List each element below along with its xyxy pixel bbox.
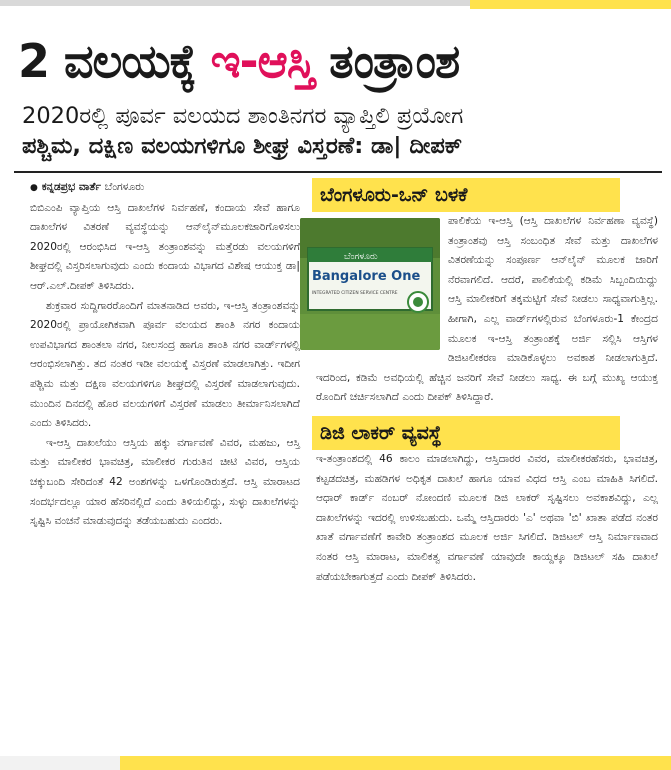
box1-heading: ಬೆಂಗಳೂರು-ಒನ್ ಬಳಕೆ [312,178,620,212]
article-paragraph-2: ಶುಕ್ರವಾರ ಸುದ್ದಿಗಾರರೊಂದಿಗೆ ಮಾತನಾಡಿದ ಅವರು, ಇ-ಆಸ್ತಿ ತಂತ್ರಾಂಶವನ್ನು 2020ರಲ್ಲಿ ಪ್ರಾಯೋಗಿಕವಾಗಿ ಪೂರ್ವ ವಲಯದ ಶಾಂತಿ ನಗರ ಕಂದಾಯ ಉಪವಿಭಾಗದ ಶಾಂತಲಾ ನಗರ, ನೀಲಸಂದ್ರ ಹಾಗೂ ಶಾಂತಿ ನಗರ ವಾರ್ಡ್‌ಗಳಲ್ಲಿ ಆರಂಭಿಸಲಾಗಿತ್ತು. ತದ ನಂತರ ಇಡೀ ವಲಯಕ್ಕೆ ವಿಸ್ತರಣೆ ಮಾಡಲಾಗಿತ್ತು. ಇದೀಗ ಪಶ್ಚಿಮ ಮತ್ತು ದಕ್ಷಿಣ ವಲಯಗಳಿಗೂ ಶೀಘ್ರದಲ್ಲಿ ವಿಸ್ತರಣೆ ಮಾಡಲಾಗುವುದು. ಮುಂದಿನ ದಿನದಲ್ಲಿ ಹೊರ ವಲಯಗಳಿಗೆ ವಿಸ್ತರಣೆ ಮಾಡಲು ತೀರ್ಮಾನಿಸಲಾಗಿದೆ ಎಂದು ತಿಳಿಸಿದರು. [30,299,300,430]
sign-english-text: Bangalore One [312,269,421,284]
article-paragraph-3: ಇ-ಆಸ್ತಿ ದಾಖಲೆಯು ಆಸ್ತಿಯ ಹಕ್ಕು ವರ್ಗಾವಣೆ ವಿವರ, ಮಹಜು, ಆಸ್ತಿ ಮತ್ತು ಮಾಲೀಕರ ಭಾವಚಿತ್ರ, ಮಾಲೀಕರ ಗುರುತಿನ ಚೀಟಿ ವಿವರ, ಆಸ್ತಿಯ ಚಕ್ಕುಬಂದಿ ಸೇರಿದಂತೆ 42 ಅಂಶಗಳನ್ನು ಒಳಗೊಂಡಿರುತ್ತದೆ. ಆಸ್ತಿ ಮಾರಾಟದ ಸಂದರ್ಭದಲ್ಲೂ ಯಾರ ಹೆಸರಿನಲ್ಲಿದೆ ಎಂದು ತಿಳಿಯಲಿದ್ದು, ಸುಳ್ಳು ದಾಖಲೆಗಳನ್ನು ಸೃಷ್ಟಿಸಿ ವಂಚನೆ ಮಾಡುವುದನ್ನು ತಡೆಯಬಹುದು ಎಂದರು. [30,436,300,528]
article-paragraph-1: ಬಿಬಿಎಂಪಿ ವ್ಯಾಪ್ತಿಯ ಆಸ್ತಿ ದಾಖಲೆಗಳ ನಿರ್ವಹಣೆ, ಕಂದಾಯ ಸೇವೆ ಹಾಗೂ ದಾಖಲೆಗಳ ವಿತರಣೆ ವ್ಯವಸ್ಥೆಯನ್ನು ಆನ್‌ಲೈನ್‌ಮೂಲಕಜಾರಿಗೊಳಿಸಲು 2020ರಲ್ಲಿ ಆರಂಭಿಸಿದ ಇ-ಆಸ್ತಿ ತಂತ್ರಾಂಶವನ್ನು ಮತ್ತೆರಡು ವಲಯಗಳಿಗೆ ಶೀಘ್ರದಲ್ಲಿ ವಿಸ್ತರಿಸಲಾಗುವುದು ಎಂದು ಕಂದಾಯ ವಿಭಾಗದ ವಿಶೇಷ ಆಯುಕ್ತ ಡಾ| ಆರ್.ಎಲ್.ದೀಪಕ್ ತಿಳಿಸಿದರು. [30,201,300,292]
bottom-light-strip [0,756,120,770]
top-border [0,0,671,12]
divider-rule [14,171,662,173]
box2-text: ಇ-ತಂತ್ರಾಂಶದಲ್ಲಿ 46 ಕಾಲಂ ಮಾಡಲಾಗಿದ್ದು, ಆಸ್ತಿದಾರರ ವಿವರ, ಮಾಲೀಕರಹೆಸರು, ಭಾವಚಿತ್ರ, ಕಟ್ಟಡದಚಿತ್ರ, ಮಹಡಿಗಳ ಅಧಿಕೃತ ದಾಖಲೆ ಹಾಗೂ ಯಾವ ವಿಧದ ಆಸ್ತಿ ಎಂಬ ಮಾಹಿತಿ ಸಿಗಲಿದೆ. ಆಧಾರ್ ಕಾರ್ಡ್ ನಂಬರ್ ನೋಂದಣಿ ಮೂಲಕ ಡಿಜಿ ಲಾಕರ್ ಸೃಷ್ಟಿಸಲು ಅವಕಾಶವಿದ್ದು, ಎಲ್ಲ ದಾಖಲೆಗಳನ್ನು ಇದರಲ್ಲಿ ಉಳಿಸಬಹುದು. ಒಮ್ಮೆ ಆಸ್ತಿದಾರರು 'ಎ' ಅಥವಾ 'ಬಿ' ಖಾತಾ ಪಡೆದ ನಂತರ ಖಾತೆ ವರ್ಗಾವಣೆಗೆ ಕಾವೇರಿ ತಂತ್ರಾಂಶದ ಮೂಲಕ ಅರ್ಜಿ ಸಿಗಲಿದೆ. ಡಿಜಿಟಲ್ ಆಸ್ತಿ ನಿರ್ಮಾಣವಾದ ನಂತರ ಆಸ್ತಿ ಮಾರಾಟ, ಮಾಲಿಕತ್ವ ವರ್ಗಾವಣೆ ಯಾವುದೇ ಕಾಯ್ದಕ್ಕೂ ಡಿಜಿಟಲ್ ಸಹಿ ದಾಖಲೆ ಪಡೆಯಬೇಕಾಗುತ್ತದೆ ಎಂದು ದೀಪಕ್ ತಿಳಿಸಿದರು. [316,452,658,583]
box1-text: ಪಾಲಿಕೆಯ ಇ-ಆಸ್ತಿ (ಆಸ್ತಿ ದಾಖಲೆಗಳ ನಿರ್ವಹಣಾ ವ್ಯವಸ್ಥೆ) ತಂತ್ರಾಂಶವು ಆಸ್ತಿ ಸಂಬಂಧಿತ ಸೇವೆ ಮತ್ತು ದಾಖಲೆಗಳ ವಿತರಣೆಯನ್ನು ಸಂಪೂರ್ಣ ಆನ್‌ಲೈನ್ ಮೂಲಕ ಜಾರಿಗೆ ನೆರವಾಗಲಿದೆ. ಆದರೆ, ಪಾಲಿಕೆಯಲ್ಲಿ ಕಡಿಮೆ ಸಿಬ್ಬಂದಿಯಿದ್ದು ಆಸ್ತಿ ಮಾಲೀಕರಿಗೆ ತಕ್ಕಮಟ್ಟಿಗೆ ಸೇವೆ ನೀಡಲು ಸಾಧ್ಯವಾಗುತ್ತಿಲ್ಲ. ಹೀಗಾಗಿ, ಎಲ್ಲ ವಾರ್ಡ್‌ಗಳಲ್ಲಿರುವ ಬೆಂಗಳೂರು-1 ಕೇಂದ್ರದ ಮೂಲಕ ಇ-ಆಸ್ತಿ ತಂತ್ರಾಂಶಕ್ಕೆ ಅರ್ಜಿ ಸಲ್ಲಿಸಿ ಆಸ್ತಿಗಳ ಡಿಜಿಟಲೀಕರಣ ಮಾಡಿಕೊಳ್ಳಲು ಅವಕಾಶ ನೀಡಲಾಗುತ್ತಿದೆ. ಇದರಿಂದ, ಕಡಿಮೆ ಅವಧಿಯಲ್ಲಿ ಹೆಚ್ಚಿನ ಜನರಿಗೆ ಸೇವೆ ನೀಡಲು ಸಾಧ್ಯ. ಈ ಬಗ್ಗೆ ಮುಖ್ಯ ಆಯುಕ್ತ ರೊಂದಿಗೆ ಚರ್ಚಿಸಲಾಗಿದೆ ಎಂದು ದೀಪಕ್ ತಿಳಿಸಿದ್ದಾರೆ. [316,215,658,404]
box2-body [316,450,658,587]
subheadline [22,101,652,161]
box1-body [312,212,658,408]
sign-tagline-text: INTEGRATED CITIZEN SERVICE CENTRE [312,291,398,296]
subhead-line2: ಪಶ್ಚಿಮ, ದಕ್ಷಿಣ ವಲಯಗಳಿಗೂ ಶೀಘ್ರ ವಿಸ್ತರಣೆ: ಡಾ| ದೀಪಕ್ [22,133,463,159]
photo-illustration [300,218,440,350]
box2-heading: ಡಿಜಿ ಲಾಕರ್ ವ್ಯವಸ್ಥೆ [312,416,620,450]
top-gray-strip [0,0,470,6]
byline-city: ಬೆಂಗಳೂರು [104,181,145,193]
bullet-icon: ● [30,183,38,193]
sidebar-column [312,178,658,587]
headline-part3: ತಂತ್ರಾಂಶ [314,34,460,88]
byline-source: ಕನ್ನಡಪ್ರಭ ವಾರ್ತೆ [41,181,101,193]
sign-kannada-text: ಬೆಂಗಳೂರು [344,252,378,262]
subhead-line1: 2020ರಲ್ಲಿ ಪೂರ್ವ ವಲಯದ ಶಾಂತಿನಗರ ವ್ಯಾಪ್ತಿಲಿ ಪ್ರಯೋಗ [22,103,464,129]
top-yellow-strip [470,0,671,9]
article-main-column [30,178,300,532]
bottom-border [0,756,671,770]
headline-highlight: ಇ-ಆಸ್ತಿ [210,34,315,88]
byline [30,178,300,199]
bangalore-one-photo [300,218,440,350]
headline [18,30,658,92]
headline-part1: 2 ವಲಯಕ್ಕೆ [18,34,211,88]
